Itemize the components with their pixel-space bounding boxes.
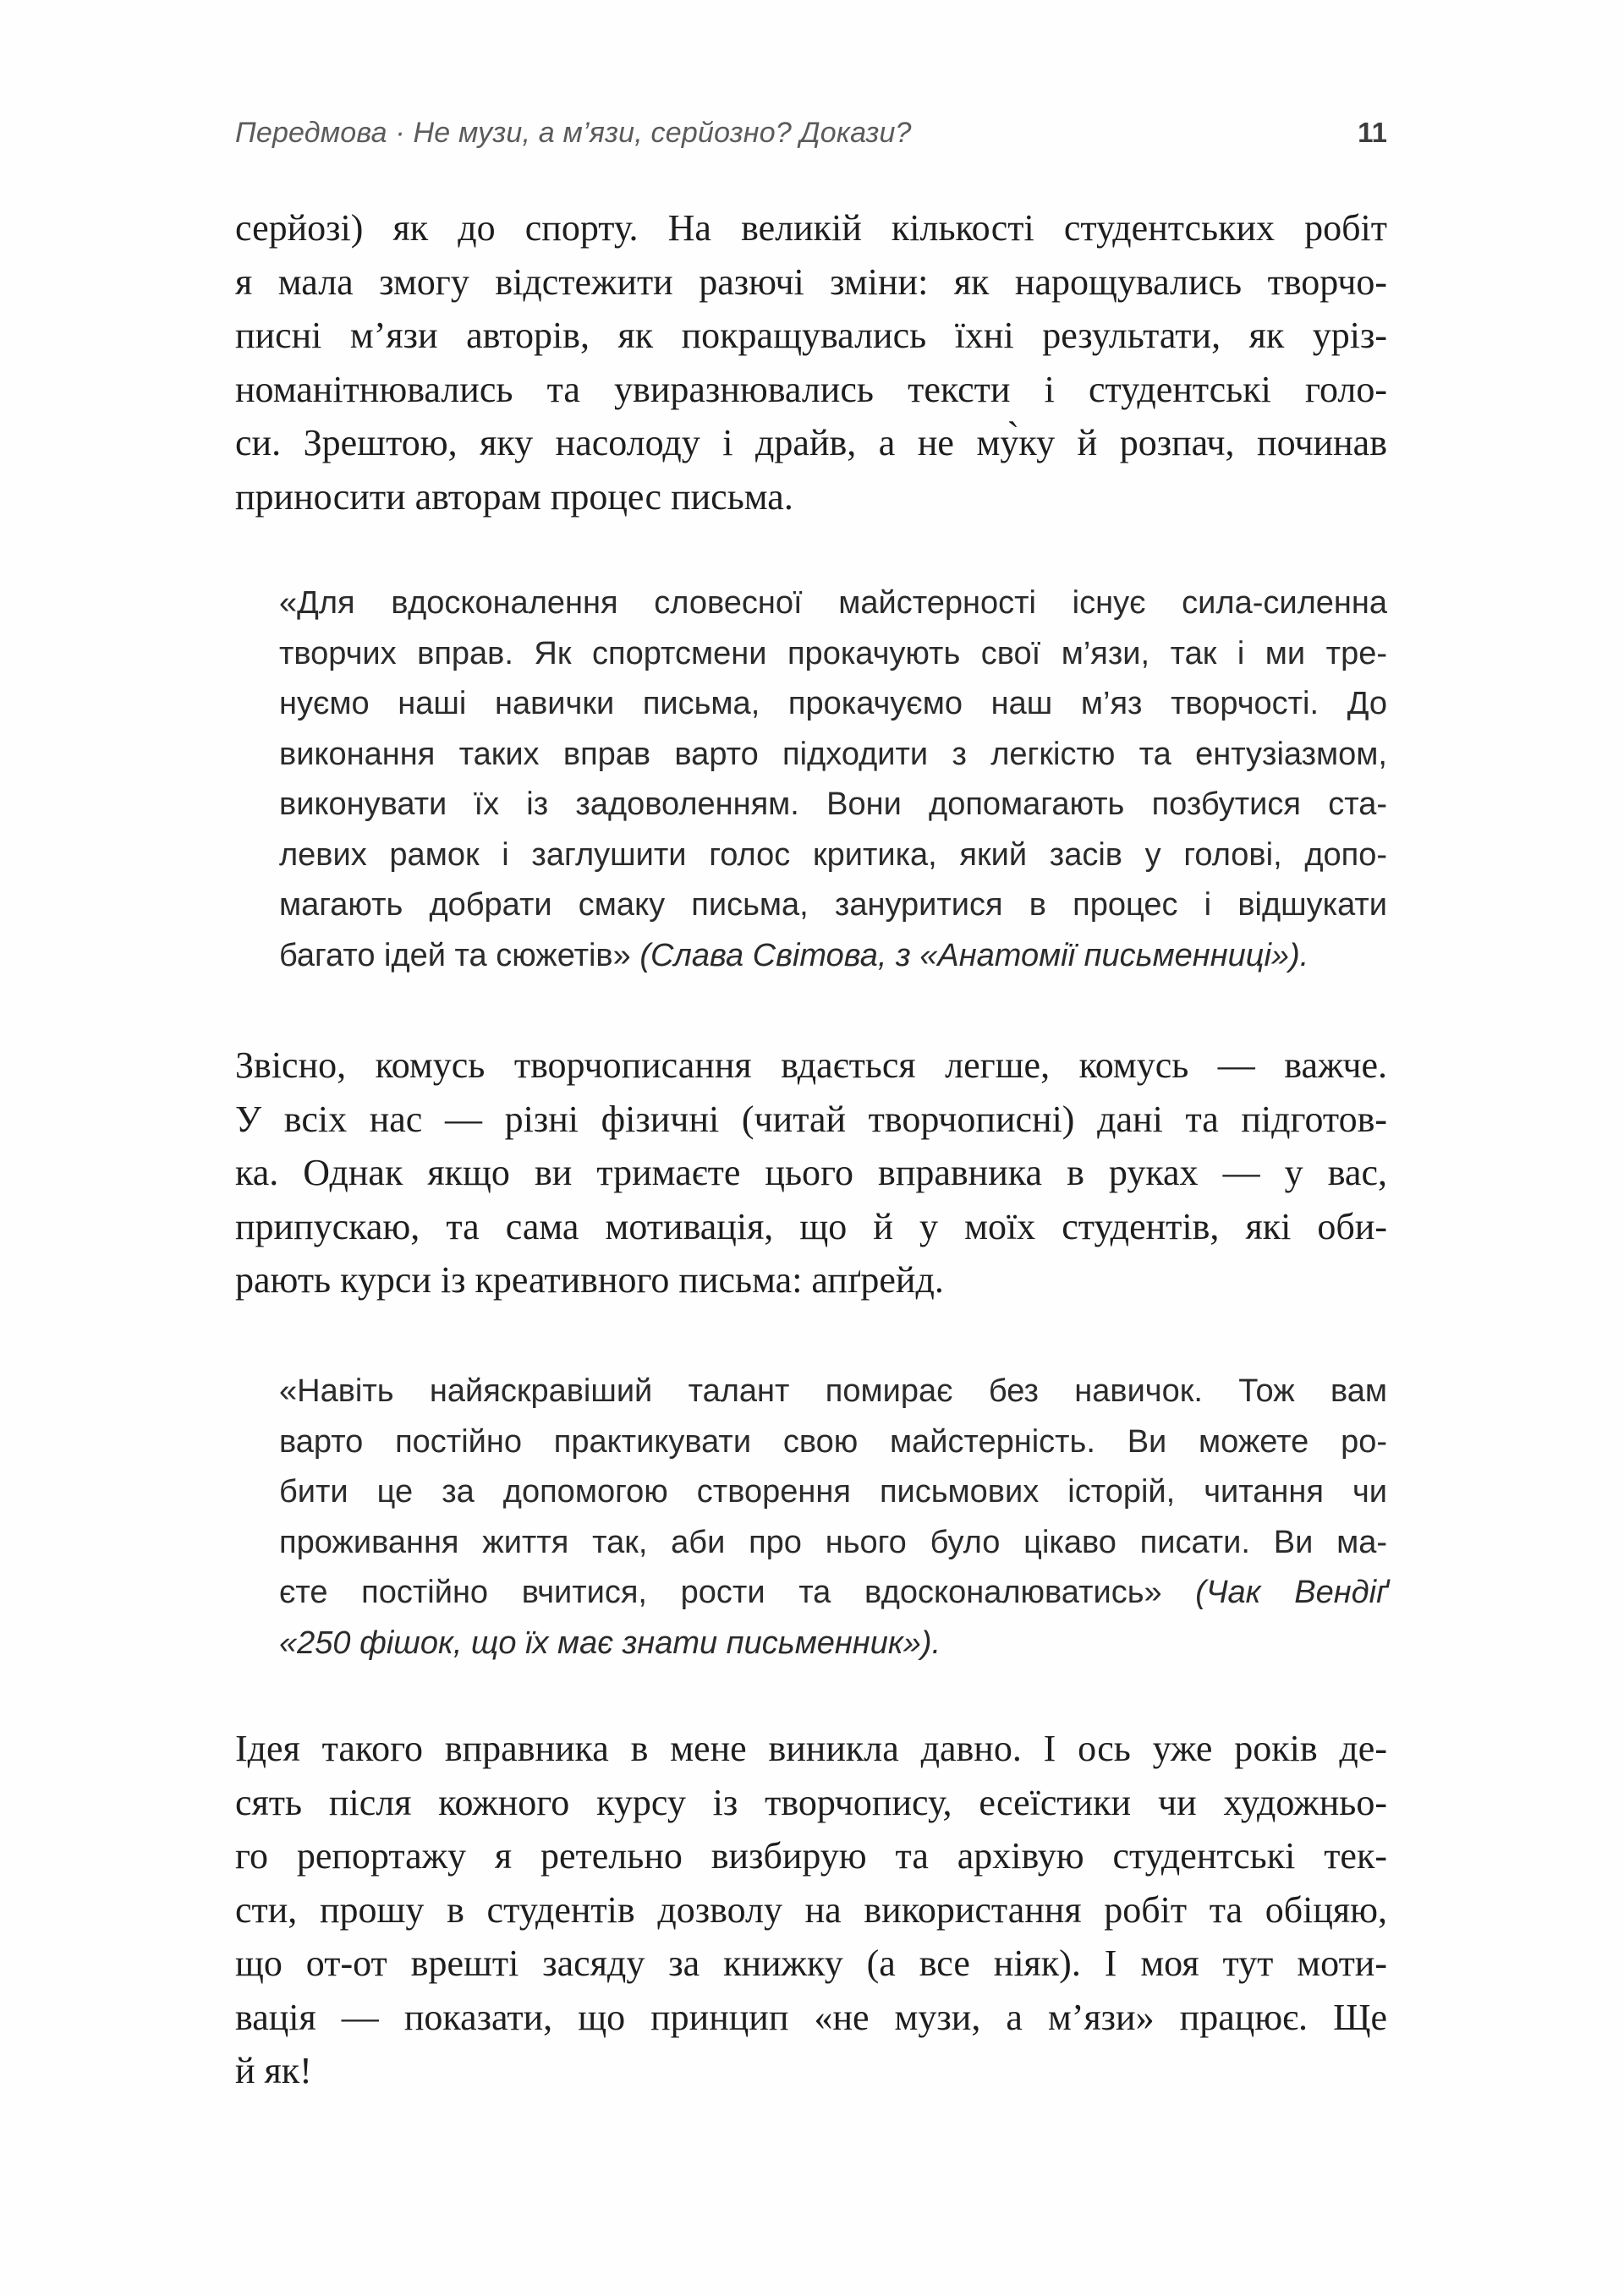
text-line: Звісно, комусь творчописання вдається легше, комусь — важче. (235, 1044, 1387, 1086)
text-line: я мала змогу відстежити разючі зміни: як нарощувались творчо- (235, 260, 1387, 303)
text-line: сти, прошу в студентів дозволу на використання робіт та обіцяю, (235, 1888, 1387, 1931)
body-paragraph-2 (235, 1038, 1387, 1307)
quote-block-2 (279, 1367, 1387, 1669)
quote-attribution-line: «250 фішок, що їх має знати письменник»). (279, 1625, 941, 1661)
text-line: приносити авторам процес письма. (235, 475, 793, 518)
quote-closing-text: єте постійно вчитися, рости та вдосконалюватись» (279, 1575, 1196, 1610)
text-line: го репортажу я ретельно визбирую та архівую студентські тек- (235, 1835, 1387, 1877)
text-line: сять після кожного курсу із творчопису, есеїстики чи художньо- (235, 1781, 1387, 1823)
body-paragraph-1 (235, 201, 1387, 523)
text-line: номанітнювались та увиразнювались тексти і студентські голо- (235, 368, 1387, 410)
text-line: магають добрати смаку письма, зануритися в процес і відшукати (279, 887, 1387, 923)
text-line: серйозі) як до спорту. На великій кількості студентських робіт (235, 207, 1387, 249)
text-line: си. Зрештою, яку насолоду і драйв, а не му̀ку й розпач, починав (235, 422, 1387, 463)
text-line: творчих вправ. Як спортсмени прокачують свої м’язи, так і ми тре- (279, 635, 1387, 671)
text-line: У всіх нас — різні фізичні (читай творчописні) дані та підготов- (235, 1098, 1387, 1140)
text-line: левих рамок і заглушити голос критика, який засів у голові, допо- (279, 836, 1387, 873)
text-line: нуємо наші навички письма, прокачуємо наш м’яз творчості. До (279, 686, 1387, 721)
quote-attribution: (Чак Вендіґ (1195, 1575, 1388, 1610)
running-title: Передмова · Не музи, а м’язи, серйозно? Докази? (235, 117, 912, 149)
text-line: рають курси із креативного письма: апґрейд. (235, 1259, 944, 1301)
text-line: ка. Однак якщо ви тримаєте цього вправника в руках — у вас, (235, 1152, 1387, 1193)
text-line: Ідея такого вправника в мене виникла давно. І ось уже років де- (235, 1728, 1387, 1769)
text-line: й як! (235, 2050, 312, 2091)
body-paragraph-3 (235, 1722, 1387, 2098)
page-header (235, 117, 1387, 150)
text-line: припускаю, та сама мотивація, що й у моїх студентів, які оби- (235, 1205, 1387, 1247)
text-line: «Навіть найяскравіший талант помирає без навичок. Тож вам (279, 1373, 1387, 1409)
quote-attribution: (Слава Світова, з «Анатомії письменниці»). (639, 937, 1309, 973)
text-line: виконувати їх із задоволенням. Вони допомагають позбутися ста- (279, 786, 1387, 822)
quote-block-1 (279, 578, 1387, 981)
text-line: «Для вдосконалення словесної майстерності існує сила-силенна (279, 585, 1387, 621)
text-line: варто постійно практикувати свою майстерність. Ви можете ро- (279, 1423, 1387, 1460)
text-line: що от-от врешті засяду за книжку (а все ніяк). І моя тут моти- (235, 1943, 1387, 1984)
text-line: писні м’язи авторів, як покращувались їхні результати, як уріз- (235, 315, 1387, 356)
text-line (279, 1568, 1387, 1619)
page-number: 11 (1358, 117, 1387, 148)
quote-closing-text: багато ідей та сюжетів» (279, 937, 640, 973)
text-line (279, 931, 1387, 982)
text-line: виконання таких вправ варто підходити з легкістю та ентузіазмом, (279, 736, 1387, 772)
text-line: проживання життя так, аби про нього було цікаво писати. Ви ма- (279, 1524, 1387, 1560)
text-line: бити це за допомогою створення письмових історій, читання чи (279, 1474, 1387, 1510)
text-line: вація — показати, що принцип «не музи, а м’язи» працює. Ще (235, 1996, 1387, 2038)
